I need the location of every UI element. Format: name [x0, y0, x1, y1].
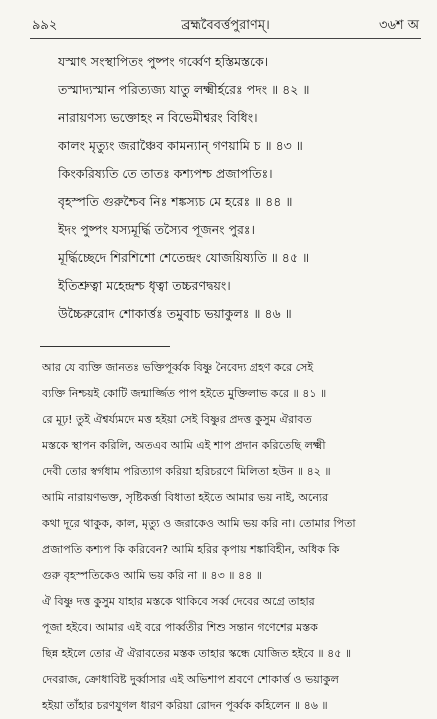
- commentary-line: কথা দূরে থাকুক, কাল, মৃত্যু ও জরাকেও আমি ভয় করি না। তোমার পিতা: [42, 517, 356, 530]
- verse-line: যস্মাৎ সংস্থাপিতং পুষ্পং গর্ব্বেণ হস্তিমস্তকে।: [58, 54, 269, 69]
- verse-line: তস্মাদ্যস্মান পরিত্যজ্য যাতু লক্ষ্মীর্হরেঃ পদং ॥ ৪২ ॥: [58, 82, 310, 97]
- bengali-commentary: [42, 355, 422, 719]
- commentary-line: আর যে ব্যক্তি জানতঃ ভক্তিপূর্ব্বক বিষ্ণু নৈবেদ্য গ্রহণ করে সেই: [42, 361, 314, 374]
- commentary-line: হইয়া তাঁহার চরণযুগল ধারণ করিয়া রোদন পূর্ব্বক কহিলেন ॥ ৪৬ ॥: [42, 699, 328, 712]
- commentary-line: ছিন্ন হইলে তোর ঐ ঐরাবতের মস্তক তাহার স্কন্ধে যোজিত হইবে ॥ ৪৫ ॥: [42, 647, 352, 660]
- running-title: ব্রহ্মবৈবর্ত্তপুরাণম্।: [181, 18, 270, 33]
- verse-line: উচ্চৈরুরোদ শোকার্ত্তঃ তমুবাচ ভয়াকুলঃ ॥ ৪৬ ॥: [58, 306, 292, 321]
- verse-line: ইদং পুষ্পং যস্যমূর্দ্ধি তস্যৈব পূজনং পুরঃ।: [58, 222, 256, 237]
- commentary-line: প্রজাপতি কশ্যপ কি করিবেন? আমি হরির কৃপায় শঙ্কাবিহীন, অধিক কি: [42, 543, 340, 556]
- verse-line: মূর্দ্ধিচ্ছেদে শিরশিশো শেতেন্দ্রং যোজয়িষ্যতি ॥ ৪৫ ॥: [58, 250, 310, 265]
- chapter-label: ৩৬শ অ: [379, 18, 419, 33]
- section-divider: [40, 346, 170, 347]
- commentary-line: ব্যক্তি নিশ্চয়ই কোটি জন্মার্জ্জিত পাপ হইতে মুক্তিলাভ করে ॥ ৪১ ॥: [42, 387, 327, 400]
- commentary-line: মস্তকে স্থাপন করিলি, অতএব আমি এই শাপ প্রদান করিতেছি লক্ষ্মী: [42, 439, 326, 452]
- header-rule: [30, 38, 421, 39]
- commentary-line: আমি নারায়ণভক্ত, সৃষ্টিকর্ত্তা বিধাতা হইতে আমার ভয় নাই, অন্যের: [42, 491, 329, 504]
- page-number: ৯৯২: [32, 18, 58, 33]
- verse-line: বৃহস্পতি গুরুশ্চৈব নিঃ শঙ্কস্যচ মে হরেঃ ॥ ৪৪ ॥: [58, 194, 293, 209]
- commentary-line: দেবী তোর স্বর্গধাম পরিত্যাগ করিয়া হরিচরণে মিলিতা হউন ॥ ৪২ ॥: [42, 465, 331, 478]
- sanskrit-verses: [58, 48, 420, 328]
- commentary-line: দেবরাজ, ক্রোধাবিষ্ট দুর্ব্বাসার এই অভিশাপ শ্রবণে শোকার্ত্ত ও ভয়াকুল: [42, 673, 339, 686]
- commentary-line: পূজা হইবে। আমার এই বরে পার্ব্বতীর শিশু সন্তান গণেশের মস্তক: [42, 621, 318, 634]
- verse-line: নারায়ণস্য ভক্তোহং ন বিভেমীশ্বরং বিধিং।: [58, 110, 258, 125]
- verse-line: কিংকরিষ্যতি তে তাতঃ কশ্যপশ্চ প্রজাপতিঃ।: [58, 166, 273, 181]
- commentary-line: রে মূঢ়! তুই ঐশ্বর্য্যমদে মত্ত হইয়া সেই বিষ্ণুর প্রদত্ত কুসুম ঐরাবত: [42, 413, 312, 426]
- verse-line: কালং মৃত্যুং জরাঞ্চৈব কামন্যান্ গণয়ামি চ ॥ ৪৩ ॥: [58, 138, 303, 153]
- commentary-line: ঐ বিষ্ণু দত্ত কুসুম যাহার মস্তকে থাকিবে সর্ব্ব দেবের অগ্রে তাহার: [42, 595, 315, 608]
- commentary-line: গুরু বৃহস্পতিকেও আমি ভয় করি না ॥ ৪৩ ॥ ৪৪ ॥: [42, 569, 262, 582]
- page-header: [32, 16, 419, 36]
- verse-line: ইতিশ্রুত্বা মহেন্দ্রশ্চ ধৃত্বা তচ্চরণদ্বয়ং।: [58, 278, 231, 293]
